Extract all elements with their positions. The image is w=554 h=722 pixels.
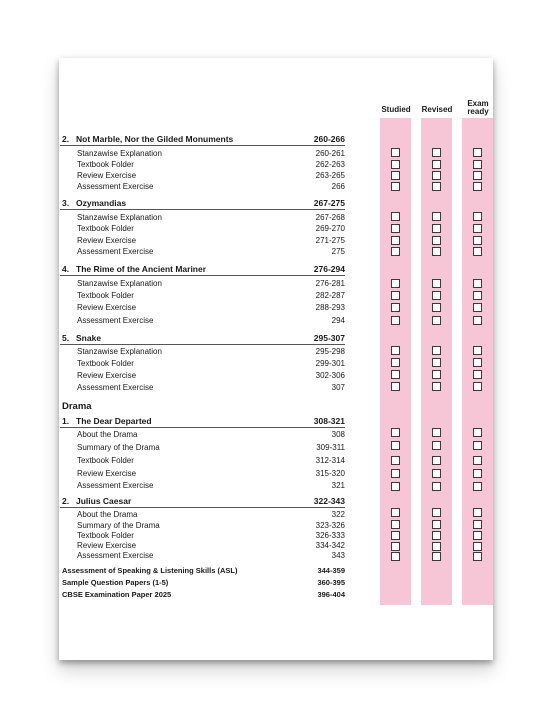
item-label: Textbook Folder (77, 224, 134, 233)
item-pages: 312-314 (315, 456, 345, 465)
studied-checkbox[interactable] (391, 542, 400, 551)
chapter-title: Julius Caesar (76, 496, 132, 506)
item-label: Summary of the Drama (77, 521, 160, 530)
studied-checkbox[interactable] (391, 456, 400, 465)
studied-checkbox[interactable] (391, 346, 400, 355)
exam-ready-checkbox[interactable] (473, 469, 482, 478)
exam-ready-checkbox[interactable] (473, 428, 482, 437)
revised-checkbox[interactable] (432, 303, 441, 312)
item-pages: 288-293 (315, 303, 345, 312)
chapter-pages: 267-275 (313, 198, 345, 208)
studied-checkbox[interactable] (391, 279, 400, 288)
revised-checkbox[interactable] (432, 224, 441, 233)
item-pages: 267-268 (315, 213, 345, 222)
chapter-rule (60, 209, 345, 210)
studied-checkbox[interactable] (391, 552, 400, 561)
studied-checkbox[interactable] (391, 236, 400, 245)
item-label: Assessment Exercise (77, 481, 154, 490)
studied-checkbox[interactable] (391, 148, 400, 157)
exam-ready-checkbox[interactable] (473, 531, 482, 540)
studied-checkbox[interactable] (391, 370, 400, 379)
item-label: Assessment Exercise (77, 247, 154, 256)
studied-checkbox[interactable] (391, 160, 400, 169)
item-pages: 326-333 (315, 531, 345, 540)
revised-checkbox[interactable] (432, 382, 441, 391)
column-header-revised: Revised (421, 105, 453, 114)
chapter-pages: 322-343 (313, 496, 345, 506)
exam-ready-checkbox[interactable] (473, 456, 482, 465)
chapter-number: 2. (62, 134, 70, 144)
item-pages: 282-287 (315, 291, 345, 300)
revised-checkbox[interactable] (432, 291, 441, 300)
item-pages: 302-306 (315, 371, 345, 380)
item-label: Textbook Folder (77, 456, 134, 465)
item-label: Assessment Exercise (77, 551, 154, 560)
item-label: Textbook Folder (77, 359, 134, 368)
studied-checkbox[interactable] (391, 316, 400, 325)
revised-checkbox[interactable] (432, 160, 441, 169)
studied-checkbox[interactable] (391, 469, 400, 478)
revised-checkbox[interactable] (432, 236, 441, 245)
exam-ready-checkbox[interactable] (473, 358, 482, 367)
chapter-number: 5. (62, 333, 70, 343)
item-label: Assessment Exercise (77, 383, 154, 392)
item-label: Review Exercise (77, 236, 137, 245)
exam-ready-checkbox[interactable] (473, 552, 482, 561)
exam-ready-checkbox[interactable] (473, 291, 482, 300)
item-pages: 315-320 (315, 469, 345, 478)
chapter-title: Snake (76, 333, 102, 343)
appendix-pages: 344-359 (317, 566, 345, 575)
studied-checkbox[interactable] (391, 171, 400, 180)
exam-ready-checkbox[interactable] (473, 148, 482, 157)
exam-ready-checkbox[interactable] (473, 182, 482, 191)
item-label: Review Exercise (77, 541, 137, 550)
chapter-pages: 295-307 (313, 333, 345, 343)
studied-checkbox[interactable] (391, 182, 400, 191)
item-label: Textbook Folder (77, 160, 134, 169)
chapter-title: The Dear Departed (76, 416, 152, 426)
column-header-exam-ready: Exam ready (467, 99, 489, 116)
studied-checkbox[interactable] (391, 212, 400, 221)
item-pages: 275 (331, 247, 345, 256)
item-label: Textbook Folder (77, 291, 134, 300)
exam-ready-checkbox[interactable] (473, 224, 482, 233)
item-pages: 321 (331, 481, 345, 490)
chapter-title: Not Marble, Nor the Gilded Monuments (76, 134, 234, 144)
chapter-rule (60, 145, 345, 146)
studied-checkbox[interactable] (391, 358, 400, 367)
column-header-studied: Studied (381, 105, 411, 114)
revised-checkbox[interactable] (432, 171, 441, 180)
chapter-pages: 276-294 (313, 264, 345, 274)
revised-checkbox[interactable] (432, 148, 441, 157)
studied-checkbox[interactable] (391, 520, 400, 529)
exam-ready-checkbox[interactable] (473, 382, 482, 391)
revised-checkbox[interactable] (432, 182, 441, 191)
revised-checkbox[interactable] (432, 247, 441, 256)
item-pages: 266 (331, 182, 345, 191)
exam-ready-checkbox[interactable] (473, 212, 482, 221)
revised-checkbox[interactable] (432, 441, 441, 450)
exam-ready-checkbox[interactable] (473, 508, 482, 517)
item-pages: 334-342 (315, 541, 345, 550)
chapter-rule (60, 507, 345, 508)
exam-ready-checkbox[interactable] (473, 346, 482, 355)
appendix-label: Sample Question Papers (1-5) (62, 578, 169, 587)
appendix-label: Assessment of Speaking & Listening Skills (ASL) (62, 566, 238, 575)
exam-ready-checkbox[interactable] (473, 279, 482, 288)
item-label: About the Drama (77, 510, 138, 519)
exam-ready-checkbox[interactable] (473, 542, 482, 551)
item-pages: 263-265 (315, 171, 345, 180)
item-label: Stanzawise Explanation (77, 347, 162, 356)
chapter-title: Ozymandias (76, 198, 127, 208)
item-label: Assessment Exercise (77, 316, 154, 325)
item-label: Stanzawise Explanation (77, 279, 162, 288)
item-label: Review Exercise (77, 371, 137, 380)
item-label: Review Exercise (77, 303, 137, 312)
studied-checkbox[interactable] (391, 531, 400, 540)
chapter-number: 1. (62, 416, 70, 426)
item-pages: 260-261 (315, 149, 345, 158)
item-pages: 271-275 (315, 236, 345, 245)
studied-checkbox[interactable] (391, 382, 400, 391)
item-pages: 309-311 (316, 443, 345, 452)
item-pages: 308 (331, 430, 345, 439)
revised-checkbox[interactable] (432, 508, 441, 517)
chapter-pages: 260-266 (313, 134, 345, 144)
chapter-pages: 308-321 (313, 416, 345, 426)
item-label: Summary of the Drama (77, 443, 160, 452)
section-label: Drama (62, 401, 92, 412)
item-pages: 276-281 (315, 279, 345, 288)
item-pages: 262-263 (315, 160, 345, 169)
revised-checkbox[interactable] (432, 316, 441, 325)
studied-checkbox[interactable] (391, 224, 400, 233)
exam-ready-checkbox[interactable] (473, 316, 482, 325)
revised-checkbox[interactable] (432, 542, 441, 551)
item-pages: 343 (331, 551, 345, 560)
revised-checkbox[interactable] (432, 279, 441, 288)
item-label: Review Exercise (77, 171, 137, 180)
item-label: About the Drama (77, 430, 138, 439)
revised-checkbox[interactable] (432, 456, 441, 465)
revised-checkbox[interactable] (432, 469, 441, 478)
revised-checkbox[interactable] (432, 482, 441, 491)
studied-checkbox[interactable] (391, 247, 400, 256)
exam-ready-checkbox[interactable] (473, 441, 482, 450)
item-label: Review Exercise (77, 469, 137, 478)
chapter-number: 2. (62, 496, 70, 506)
item-pages: 323-326 (315, 521, 345, 530)
chapter-number: 4. (62, 264, 70, 274)
revised-checkbox[interactable] (432, 370, 441, 379)
item-pages: 299-301 (315, 359, 345, 368)
chapter-rule (60, 344, 345, 345)
revised-checkbox[interactable] (432, 428, 441, 437)
item-pages: 295-298 (315, 347, 345, 356)
revised-checkbox[interactable] (432, 358, 441, 367)
studied-checkbox[interactable] (391, 428, 400, 437)
chapter-title: The Rime of the Ancient Mariner (76, 264, 207, 274)
item-label: Stanzawise Explanation (77, 213, 162, 222)
revised-checkbox[interactable] (432, 520, 441, 529)
studied-checkbox[interactable] (391, 291, 400, 300)
studied-checkbox[interactable] (391, 482, 400, 491)
revised-checkbox[interactable] (432, 346, 441, 355)
exam-ready-checkbox[interactable] (473, 236, 482, 245)
chapter-number: 3. (62, 198, 70, 208)
chapter-rule (60, 427, 345, 428)
chapter-rule (60, 275, 345, 276)
item-label: Assessment Exercise (77, 182, 154, 191)
item-pages: 269-270 (315, 224, 345, 233)
appendix-label: CBSE Examination Paper 2025 (62, 590, 172, 599)
exam-ready-checkbox[interactable] (473, 303, 482, 312)
exam-ready-checkbox[interactable] (473, 247, 482, 256)
appendix-pages: 396-404 (317, 590, 345, 599)
item-pages: 294 (331, 316, 345, 325)
item-pages: 307 (331, 383, 345, 392)
exam-ready-checkbox[interactable] (473, 482, 482, 491)
revised-checkbox[interactable] (432, 552, 441, 561)
item-pages: 322 (331, 510, 345, 519)
exam-ready-checkbox[interactable] (473, 160, 482, 169)
exam-ready-checkbox[interactable] (473, 520, 482, 529)
revised-checkbox[interactable] (432, 212, 441, 221)
item-label: Textbook Folder (77, 531, 134, 540)
studied-checkbox[interactable] (391, 508, 400, 517)
exam-ready-checkbox[interactable] (473, 370, 482, 379)
exam-ready-checkbox[interactable] (473, 171, 482, 180)
appendix-pages: 360-395 (317, 578, 345, 587)
studied-checkbox[interactable] (391, 441, 400, 450)
studied-checkbox[interactable] (391, 303, 400, 312)
revised-checkbox[interactable] (432, 531, 441, 540)
item-label: Stanzawise Explanation (77, 149, 162, 158)
